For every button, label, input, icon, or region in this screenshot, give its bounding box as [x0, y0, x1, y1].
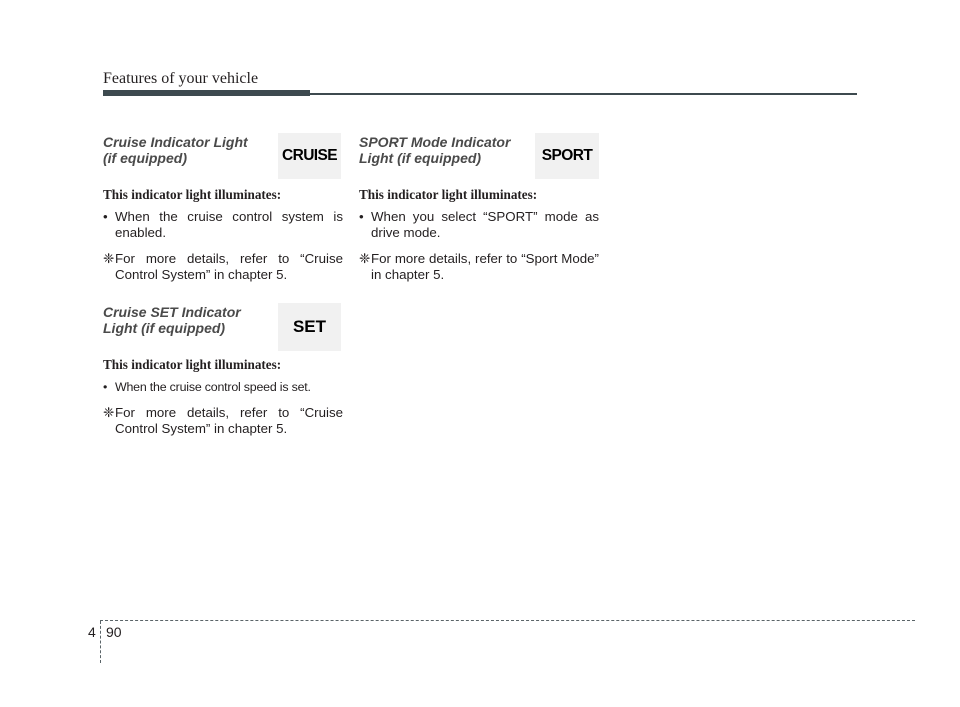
- bullet-text: When you select “SPORT” mode as drive mode.: [371, 209, 599, 240]
- bullet-item: [359, 209, 599, 241]
- bullet-icon: •: [103, 380, 108, 394]
- bullet-icon: •: [359, 209, 364, 224]
- note-item: [103, 251, 343, 283]
- section-lead: This indicator light illuminates:: [103, 187, 282, 202]
- section-lead: This indicator light illuminates:: [103, 357, 282, 372]
- header-rule-thick: [103, 90, 310, 96]
- cruise-indicator-icon: [278, 133, 341, 179]
- section-title: Cruise SET Indicator Light (if equipped): [103, 304, 241, 336]
- cruise-badge-label: CRUISE: [282, 147, 337, 164]
- section-lead: This indicator light illuminates:: [359, 187, 538, 202]
- note-text: For more details, refer to “Cruise Control System” in chapter 5.: [115, 251, 343, 282]
- note-icon: ❈: [103, 251, 115, 266]
- page-number: 90: [106, 624, 122, 640]
- chapter-number: 4: [88, 624, 96, 640]
- footer-rule: [100, 620, 915, 621]
- footer-divider: [100, 621, 101, 663]
- section-title: Cruise Indicator Light (if equipped): [103, 134, 248, 166]
- sport-badge-label: SPORT: [541, 147, 593, 164]
- note-icon: ❈: [103, 405, 115, 420]
- cruise-set-indicator-icon: [278, 303, 341, 351]
- header-rule-thin: [310, 93, 857, 95]
- note-text: For more details, refer to “Cruise Control System” in chapter 5.: [115, 405, 343, 436]
- note-text: For more details, refer to “Sport Mode” in chapter 5.: [371, 251, 599, 282]
- note-icon: ❈: [359, 251, 371, 266]
- bullet-icon: •: [103, 209, 108, 224]
- bullet-text: When the cruise control speed is set.: [115, 380, 311, 394]
- set-badge-label: SET: [292, 317, 327, 336]
- note-item: [103, 405, 343, 437]
- note-item: [359, 251, 599, 283]
- bullet-item: [103, 379, 343, 395]
- sport-mode-indicator-icon: [535, 133, 599, 179]
- section-title: SPORT Mode Indicator Light (if equipped): [359, 134, 511, 166]
- bullet-item: [103, 209, 343, 241]
- bullet-text: When the cruise control system is enabled.: [115, 209, 343, 240]
- page-header-title: Features of your vehicle: [103, 70, 259, 87]
